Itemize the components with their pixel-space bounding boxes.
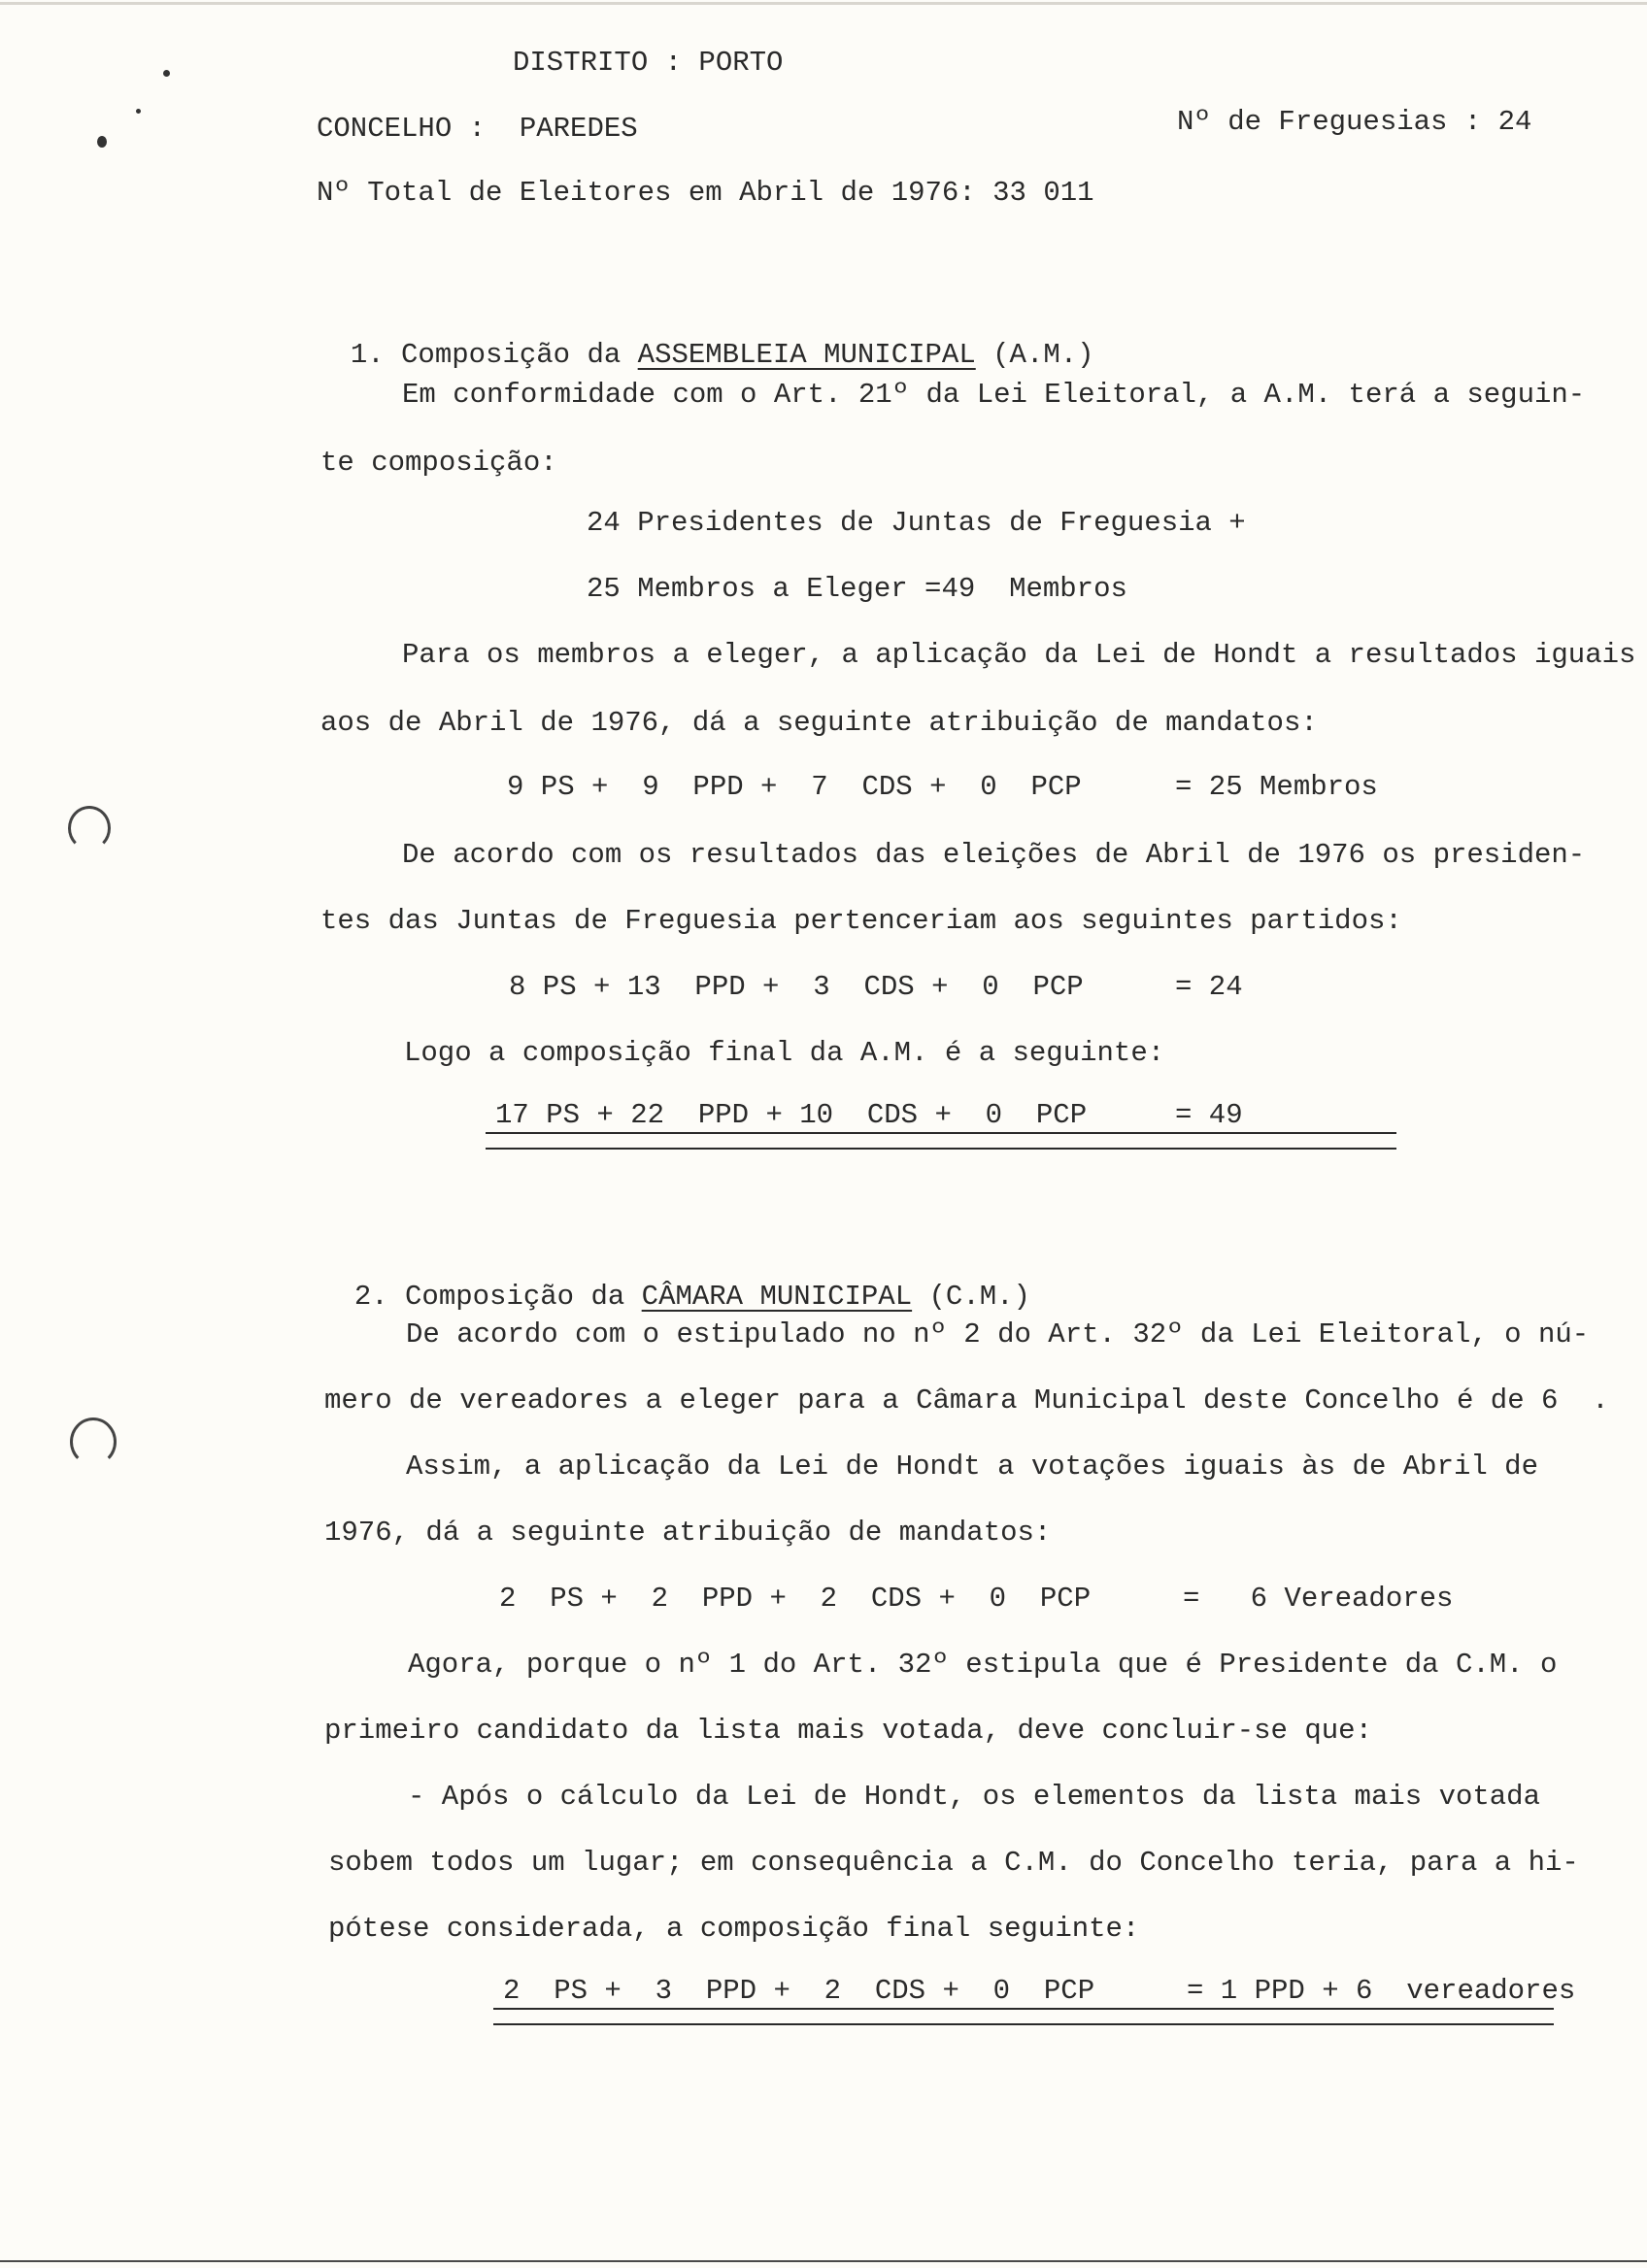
scan-speck [163, 70, 170, 77]
page-bottom-edge [0, 2260, 1647, 2262]
final-am-result: = 49 [1175, 1099, 1243, 1131]
section2-heading-underlined: CÂMARA MUNICIPAL [641, 1281, 913, 1313]
final-am-equation: 17 PS + 22 PPD + 10 CDS + 0 PCP [495, 1099, 1088, 1131]
section1-heading-suffix: (A.M.) [975, 339, 1094, 371]
section2-paragraph: mero de vereadores a eleger para a Câmara Municipal deste Concelho é de 6 . [324, 1384, 1609, 1417]
freguesia-presidents-equation: 8 PS + 13 PPD + 3 CDS + 0 PCP [509, 971, 1084, 1003]
section2-heading-prefix: 2. Composição da [353, 1281, 642, 1313]
section1-paragraph: te composição: [320, 447, 557, 479]
vereadores-equation: 2 PS + 2 PPD + 2 CDS + 0 PCP [499, 1583, 1092, 1615]
section1-paragraph: tes das Juntas de Freguesia pertenceriam aos seguintes partidos: [320, 905, 1402, 937]
eleitores-total: Nº Total de Eleitores em Abril de 1976: 33 011 [317, 177, 1094, 209]
composition-line: 25 Membros a Eleger =49 Membros [587, 573, 1127, 605]
final-am-rule [486, 1132, 1396, 1134]
section2-paragraph: sobem todos um lugar; em consequência a C.M. do Concelho teria, para a hi- [328, 1847, 1579, 1879]
freguesias-count: Nº de Freguesias : 24 [1177, 106, 1532, 138]
final-cm-double-rule [493, 2023, 1554, 2025]
vereadores-result: = 6 Vereadores [1183, 1583, 1454, 1615]
section2-paragraph: pótese considerada, a composição final seguinte: [328, 1913, 1140, 1945]
punch-hole-mark [68, 806, 111, 850]
composition-line: 24 Presidentes de Juntas de Freguesia + [587, 507, 1246, 539]
concelho-line: CONCELHO : PAREDES [317, 113, 638, 145]
section2-heading-suffix: (C.M.) [912, 1281, 1030, 1313]
section1-paragraph: aos de Abril de 1976, dá a seguinte atribuição de mandatos: [320, 707, 1318, 739]
final-cm-equation: 2 PS + 3 PPD + 2 CDS + 0 PCP [503, 1975, 1095, 2007]
section2-paragraph: Agora, porque o nº 1 do Art. 32º estipula que é Presidente da C.M. o [408, 1649, 1558, 1681]
page-top-edge [0, 2, 1647, 5]
section1-heading-underlined: ASSEMBLEIA MUNICIPAL [637, 339, 976, 371]
final-cm-rule [493, 2008, 1554, 2010]
section1-paragraph: Logo a composição final da A.M. é a seguinte: [404, 1037, 1165, 1069]
scan-speck [136, 109, 141, 114]
final-am-double-rule [486, 1148, 1396, 1150]
section2-paragraph: - Após o cálculo da Lei de Hondt, os elementos da lista mais votada [408, 1781, 1540, 1813]
mandates-equation-result: = 25 Membros [1175, 771, 1378, 803]
section2-paragraph: primeiro candidato da lista mais votada, deve concluir-se que: [324, 1715, 1372, 1747]
section2-heading [320, 1254, 1030, 1311]
final-cm-result: = 1 PPD + 6 vereadores [1187, 1975, 1576, 2007]
section1-paragraph: De acordo com os resultados das eleições de Abril de 1976 os presiden- [402, 839, 1586, 871]
scan-speck [97, 136, 107, 148]
freguesia-presidents-result: = 24 [1175, 971, 1243, 1003]
section2-paragraph: 1976, dá a seguinte atribuição de mandatos: [324, 1517, 1052, 1549]
section1-heading-prefix: 1. Composição da [350, 339, 638, 371]
mandates-equation: 9 PS + 9 PPD + 7 CDS + 0 PCP [507, 771, 1082, 803]
section1-heading [317, 313, 1094, 369]
punch-hole-mark [70, 1418, 117, 1466]
section1-paragraph: Para os membros a eleger, a aplicação da Lei de Hondt a resultados iguais [402, 639, 1636, 671]
distrito-line: DISTRITO : PORTO [513, 47, 784, 79]
section2-paragraph: De acordo com o estipulado no nº 2 do Art. 32º da Lei Eleitoral, o nú- [406, 1318, 1590, 1351]
section2-paragraph: Assim, a aplicação da Lei de Hondt a votações iguais às de Abril de [406, 1451, 1538, 1483]
section1-paragraph: Em conformidade com o Art. 21º da Lei Eleitoral, a A.M. terá a seguin- [402, 379, 1586, 411]
